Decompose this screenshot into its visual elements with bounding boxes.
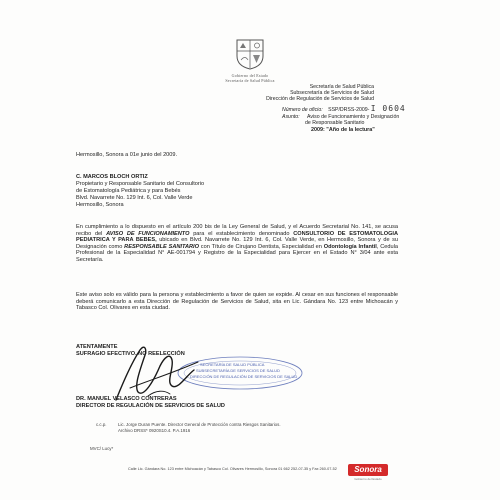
recipient-line2: de Estomatología Pediátrica y para Bebés <box>76 188 181 194</box>
asunto-line2: de Responsable Sanitario <box>305 120 365 126</box>
recipient-line1: Propietario y Responsable Sanitario del Consultorio <box>76 181 205 187</box>
cc-label: c.c.p. <box>96 422 107 427</box>
state-coat-of-arms-icon <box>233 38 267 70</box>
para1-aviso: AVISO DE FUNCIONAMIENTO <box>106 230 190 237</box>
stamp-text-1: SECRETARÍA DE SALUD PÚBLICA <box>200 362 265 367</box>
sonora-logo: Sonora <box>348 464 388 476</box>
seal-caption-secretariat: Secretaría de Salud Pública <box>225 78 275 83</box>
year-motto: 2009: "Año de la lectura" <box>311 127 375 133</box>
asunto-line1: Aviso de Funcionamiento y Designación <box>307 114 400 120</box>
seal-caption-government: Gobierno del Estado <box>231 73 269 78</box>
signer-title: DIRECTOR DE REGULACIÓN DE SERVICIOS DE SALUD <box>76 403 225 409</box>
para1-text-3: ubicado en Blvd. Navarrete No. 129 Int. 6, Col. Valle Verde, en Hermosillo, Sonora y de su Designación como <box>76 237 398 250</box>
cc-line1: Lic. Jorge Duran Puente. Director General de Protección contra Riesgos Sanitarios. <box>118 422 281 427</box>
header-direction: Dirección de Regulación de Servicios de Salud <box>266 96 374 102</box>
recipient-address: Blvd. Navarrete No. 129 Int. 6, Col. Valle Verde <box>76 195 193 201</box>
date-line: Hermosillo, Sonora a 01e junio del 2009. <box>76 152 178 158</box>
stamp-text-3: DIRECCIÓN DE REGULACIÓN DE SERVICIOS DE SALUD <box>190 374 298 379</box>
para1-establishment: CONSULTORIO DE ESTOMATOLOGIA PEDIATRICA Y PARA BEBES, <box>76 230 399 244</box>
closing-motto: SUFRAGIO EFECTIVO. NO REELECCIÓN <box>76 351 185 357</box>
oficio-row <box>282 106 406 113</box>
body-paragraph-2: Este aviso solo es válido para la persona y establecimiento a favor de quien se expide. Al cesar en sus funciones el responsable deberá comunicarlo a esta Dirección de Regulación de Servicios de Salud, sita en Lic. Gándara No. 123 entre Michoacán y Tabasco Col. Olivares en esta ciudad. <box>76 292 398 312</box>
asunto-label: Asunto: <box>282 114 300 120</box>
header-subsecretariat: Subsecretaría de Servicios de Salud <box>290 90 374 96</box>
recipient-city: Hermosillo, Sonora <box>76 202 124 208</box>
para1-text-2: para el establecimiento denominado <box>189 230 294 237</box>
para1-text-4: con Título de Cirujano Dentista, Especialidad en <box>198 243 324 250</box>
oficio-value: SSP/DRSS-2009- <box>328 107 370 113</box>
closing-atentamente: ATENTAMENTE <box>76 344 118 350</box>
footer-address: Calle Lic. Gándara No. 123 entre Michoacán y Tabasco Col. Olivares Hermosillo, Sonora 01 662 252-07-35 y Fax 260-07-52 <box>128 467 337 471</box>
para1-text-1: En cumplimiento a lo dispuesto en el artículo 200 bis de la Ley General de Salud, y el Acuerdo Secretarial No. 141, se acusa recibo del <box>76 224 398 237</box>
para1-specialty: Odontología Infantil <box>323 243 377 250</box>
typist-initials: MVC/ Lucy* <box>90 446 114 451</box>
para1-responsable: RESPONSABLE SANITARIO <box>124 243 199 250</box>
header-secretariat: Secretaría de Salud Pública <box>309 84 374 90</box>
stamp-text-2: SUBSECRETARÍA DE SERVICIOS DE SALUD <box>196 368 280 373</box>
oficio-label: Número de oficio: <box>282 107 323 113</box>
signer-name: DR. MANUEL VELASCO CONTRERAS <box>76 396 177 402</box>
body-paragraph-1 <box>76 224 398 264</box>
para1-text-5: , Cedula Profesional de la Especialidad N° AE-001794 y Registro de la Especialidad para Ejercer en el Estado N° 3/04 ante esta Secretaría. <box>76 243 398 263</box>
sonora-logo-subtitle: Gobierno del Estado <box>354 477 382 481</box>
oficio-stamp-number: I 0604 <box>370 104 406 113</box>
recipient-name: C. MARCOS BLOCH ORTIZ <box>76 174 148 180</box>
cc-line2: Archivo DRSS* 0920S10.4. P.A.1916 <box>118 428 191 433</box>
